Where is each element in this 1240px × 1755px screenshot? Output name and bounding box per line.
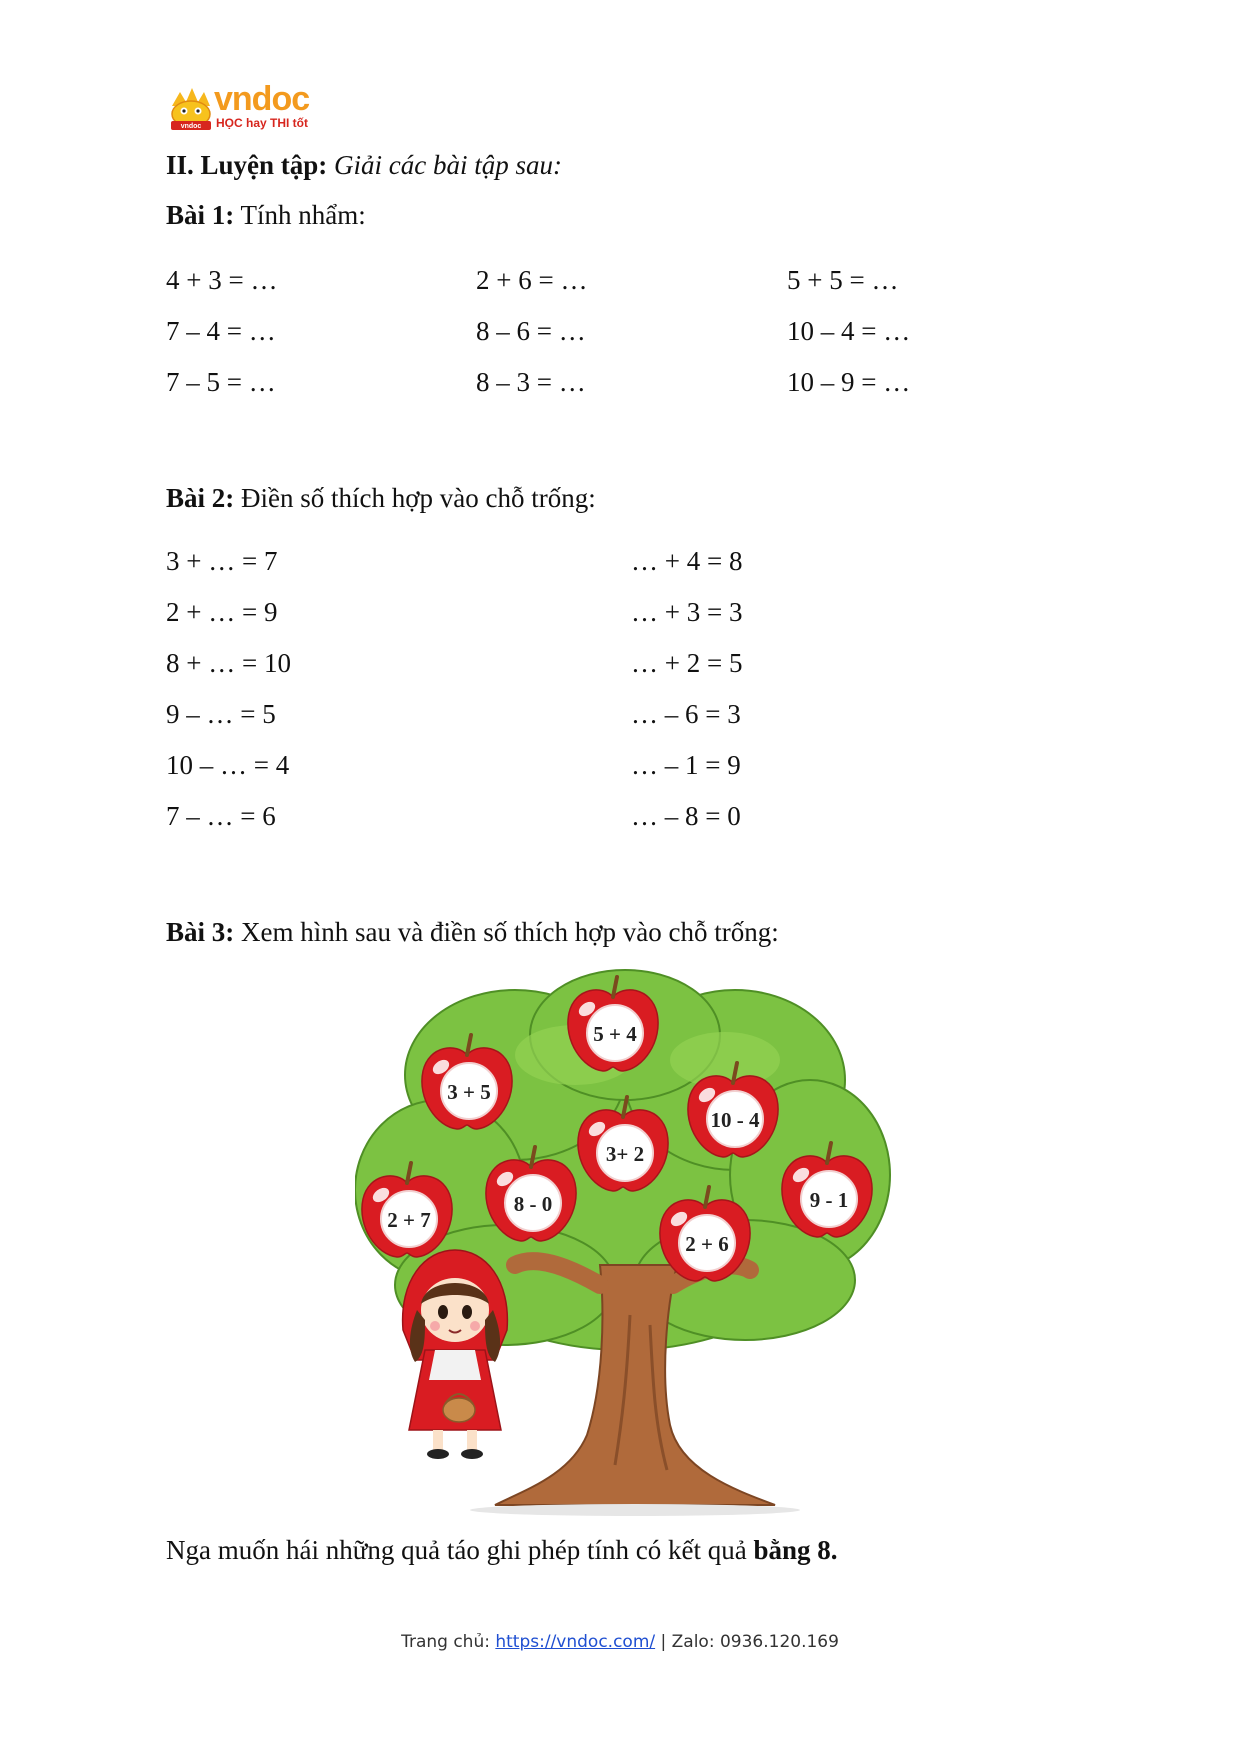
bai2-equation: … – 8 = 0 — [631, 801, 741, 831]
bai1-heading — [166, 199, 366, 231]
bai1-equation: 5 + 5 = … — [787, 265, 899, 295]
bai2-equation: 3 + … = 7 — [166, 546, 278, 576]
question-text: Nga muốn hái những quả táo ghi phép tính có kết quả — [166, 1535, 747, 1565]
bai1-text: Tính nhẩm: — [240, 200, 366, 230]
bai2-text: Điền số thích hợp vào chỗ trống: — [241, 483, 596, 513]
bai2-heading — [166, 482, 596, 514]
tree-icon — [355, 965, 895, 1520]
bai2-equation: 10 – … = 4 — [166, 750, 290, 780]
bai1-equation: 10 – 9 = … — [787, 367, 911, 397]
svg-text:9 - 1: 9 - 1 — [809, 1188, 849, 1212]
bai1-equation: 4 + 3 = … — [166, 265, 278, 295]
bai2-equation: … + 2 = 5 — [631, 648, 743, 678]
homepage-link[interactable]: https://vndoc.com/ — [495, 1632, 656, 1652]
bai1-label: Bài 1: — [166, 200, 235, 230]
footer-prefix: Trang chủ: — [401, 1632, 490, 1652]
svg-text:3 + 5: 3 + 5 — [447, 1080, 491, 1104]
svg-text:2 + 7: 2 + 7 — [387, 1208, 431, 1232]
bai1-equation: 8 – 6 = … — [476, 316, 586, 346]
bai1-equation: 8 – 3 = … — [476, 367, 586, 397]
mascot-icon — [166, 86, 216, 132]
bai3-heading — [166, 916, 779, 948]
svg-text:8 - 0: 8 - 0 — [513, 1192, 553, 1216]
svg-text:2 + 6: 2 + 6 — [685, 1232, 729, 1256]
bai3-question — [166, 1534, 838, 1566]
bai2-equation: … + 3 = 3 — [631, 597, 743, 627]
bai1-equation: 2 + 6 = … — [476, 265, 588, 295]
logo-slogan: HỌC hay THI tốt — [216, 116, 308, 130]
section-title: II. Luyện tập: — [166, 150, 328, 180]
bai3-label: Bài 3: — [166, 917, 235, 947]
question-emphasis: bằng 8. — [753, 1535, 838, 1565]
apple-tree-illustration — [355, 965, 895, 1520]
section-heading — [166, 149, 562, 181]
bai3-text: Xem hình sau và điền số thích hợp vào chỗ trống: — [241, 917, 779, 947]
bai2-equation: 9 – … = 5 — [166, 699, 276, 729]
girl-icon — [403, 1250, 508, 1459]
bai2-equation: 8 + … = 10 — [166, 648, 291, 678]
bai1-equation: 10 – 4 = … — [787, 316, 911, 346]
bai1-equation: 7 – 4 = … — [166, 316, 276, 346]
bai2-equation: … + 4 = 8 — [631, 546, 743, 576]
section-instruction: Giải các bài tập sau: — [334, 150, 563, 180]
svg-text:3+ 2: 3+ 2 — [605, 1142, 645, 1166]
bai2-equation: 2 + … = 9 — [166, 597, 278, 627]
bai2-equation: … – 6 = 3 — [631, 699, 741, 729]
logo-wordmark: vndoc — [214, 80, 310, 118]
bai2-equation: 7 – … = 6 — [166, 801, 276, 831]
footer-contact: | Zalo: 0936.120.169 — [660, 1632, 839, 1652]
page-footer — [0, 1632, 1240, 1652]
vndoc-logo — [166, 80, 326, 136]
bai2-label: Bài 2: — [166, 483, 235, 513]
svg-text:vndoc: vndoc — [180, 123, 202, 130]
svg-text:10 - 4: 10 - 4 — [710, 1108, 760, 1132]
bai2-equation: … – 1 = 9 — [631, 750, 741, 780]
bai1-equation: 7 – 5 = … — [166, 367, 276, 397]
svg-text:5 + 4: 5 + 4 — [593, 1022, 637, 1046]
